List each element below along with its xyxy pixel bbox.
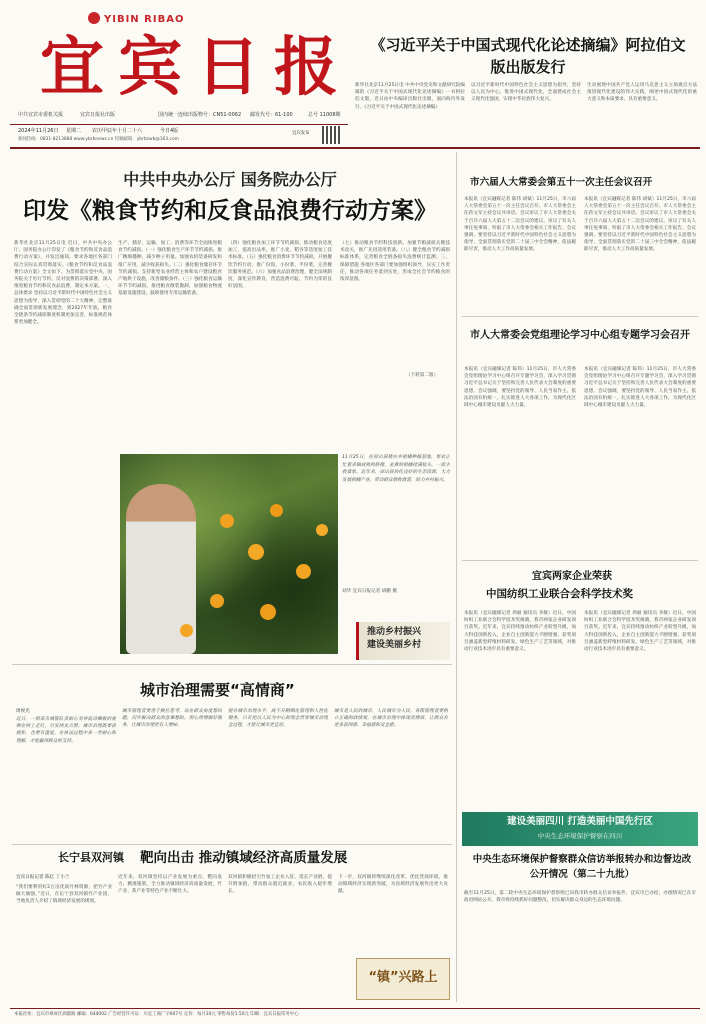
town-col1: “我们要利用好2万亩优质竹林资源，把竹产业做大做强。”近日，在长宁县双河镇竹产业园，当地负责人介绍了镇域经济发展的规划。: [16, 885, 112, 905]
caption-credit: 刘华 宜宾日报记者 胡鹏 摄: [342, 589, 397, 594]
orange-harvest-photo: [120, 454, 338, 654]
right-a3-kicker: 宜宾两家企业荣获: [532, 571, 612, 582]
right-a3-title: 中国纺织工业联合会科学技术奖: [486, 588, 633, 600]
brand-logo-icon: [88, 12, 100, 24]
orange-fruit: [296, 564, 311, 579]
town-kicker: 长宁县双河镇: [58, 851, 124, 864]
rural-revitalization-banner: [356, 622, 450, 660]
city-col4: 城市是人民的城市，人民城市为人民。各级管理者要树立正确的政绩观，在城市治理中体现高情商，让群众有更多获得感、幸福感和安全感。: [334, 709, 448, 729]
cn-number: 国内统一连续出版物号：CN51-0062: [158, 112, 242, 118]
lunar-date: 农历甲辰年十月二十六: [92, 128, 143, 134]
town-banner: [356, 958, 450, 1000]
ecology-banner-line1: 建设美丽四川 打造美丽中国先行区: [507, 816, 653, 827]
footer-text: 本报社址：宜宾市翠屏区酒都路 邮编：644002 广告经营许可证：川宜工商广字007号 定价：每月30元 零售每份1.50元 印刷：宜宾日报印务中心: [14, 1012, 299, 1017]
weekday: 星期二: [66, 128, 82, 134]
orange-fruit: [248, 544, 264, 560]
town-banner-text: “镇”兴路上: [368, 970, 438, 985]
town-col2: 近年来，双河镇坚持以产业发展为重点，靶向发力、精准施策，全力推动镇域经济高质量发展，竹产业、茶产业等特色产业不断壮大。: [118, 875, 222, 895]
orange-fruit: [260, 604, 276, 620]
website: 新闻热线：0831-8213888 www.ybrbnews.cn 投稿邮箱：ybrbzwb@163.com: [18, 137, 179, 142]
date: 2024年11月26日: [18, 128, 59, 134]
right-a2-title: 市人大常委会党组理论学习中心组专题学习会召开: [470, 330, 690, 341]
main-col2: 生产、储存、运输、加工、消费等环节全面推进粮食节约减损。（一）强化粮食生产环节节约减损。推广精细播种，减少种子用量。加强农机装备研发和推广应用，减少收获损失。（二）强化粮食储存环节节约减损。支持新型农业经营主体和农户建设粮食产地烘干设施，改善储粮条件。（三）强化粮食运输环节节约减损。推进粮食散装散卸，加强粮食物流基础设施建设，鼓励使用专用运输装备。: [118, 241, 222, 297]
lead-body-col3: 生动展现中国共产党人运用马克思主义立场观点方法推进现代化建设的伟大实践，阐述中国式现代化的重大意义和本质要求，具有重要意义。: [587, 83, 697, 103]
issue-number: 总号 11008期: [308, 112, 341, 118]
town-col3: 双河镇积极招引竹加工企业入驻，延长产业链，提升附加值，带动群众就近就业，农民收入稳步增长。: [228, 875, 332, 895]
city-title: 城市治理需要“高情商”: [140, 681, 295, 699]
masthead-info-1: 中共宜宾市委机关报: [18, 112, 64, 118]
orange-fruit: [180, 624, 193, 637]
photo-caption: [342, 454, 450, 614]
column-divider: [456, 152, 457, 1002]
lead-body-col2: 以习近平新时代中国特色社会主义思想为指导，坚持以人民为中心，推进中国式现代化，全面建成社会主义现代化强国，实现中华民族伟大复兴。: [471, 83, 581, 103]
right-a3-body-right: 本报讯（宜宾融媒记者 周丽 通讯员 李敏）近日，中国纺织工业联合会科学技术奖揭晓，我市两家企业研发项目获奖。近年来，宜宾持续推动纺织产业转型升级，加大科技创新投入，企业自主创新能力不断增强。获奖项目涵盖新型纤维材料研发、绿色生产工艺等领域，对推动行业技术进步具有重要意义。: [584, 611, 696, 653]
orange-fruit: [270, 504, 283, 517]
footer-rule: [10, 1008, 700, 1009]
section-divider: [462, 560, 698, 561]
orange-fruit: [316, 524, 328, 536]
caption-body: 11月25日，在屏山县楼东乡柑橘种植基地，果农正忙着采摘成熟的脐橙，金黄的柑橘挂满枝头，一派丰收景象。近年来，屏山县依托良好的生态资源，大力发展柑橘产业，带动群众增收致富，助力乡村振兴。: [342, 455, 450, 483]
rural-banner-line1: 推动乡村振兴: [367, 627, 422, 637]
main-title: 印发《粮食节约和反食品浪费行动方案》: [23, 198, 437, 224]
right-a4-title: 中央生态环境保护督察群众信访举报转办和边督边改公开情况（第二十九批）: [472, 854, 692, 880]
ecology-banner-line2: 中央生态环境保护督察在四川: [537, 832, 623, 840]
main-col3: （四）强化粮食加工环节节约减损。推动粮食适度加工，提高出品率，推广小麦、稻谷等适度加工技术标准。（五）强化粮食消费环节节约减损。开展餐饮节约行动，推广份饭、小份菜、半份菜，完善餐饮服务规范。（六）加强食品浪费治理，健全法规制度，深化宣传教育，营造浪费可耻、节约为荣的良好氛围。: [228, 241, 332, 290]
town-col4: 下一步，双河镇将继续深化改革，优化营商环境，推动镇域经济实现新突破，为县域经济发展作出更大贡献。: [338, 875, 448, 895]
right-a3-body-left: 本报讯（宜宾融媒记者 周丽 通讯员 李敏）近日，中国纺织工业联合会科学技术奖揭晓，我市两家企业研发项目获奖。近年来，宜宾持续推动纺织产业转型升级，加大科技创新投入，企业自主创新能力不断增强。获奖项目涵盖新型纤维材料研发、绿色生产工艺等领域，对推动行业技术进步具有重要意义。: [464, 611, 576, 653]
right-a1-body-left: 本报讯（宜宾融媒记者 陈伟 胡斌）11月25日，市六届人大常委会第五十一次主任会议召开。市人大常委会主任蒋文军主持会议并讲话。会议审议了市人大常委会关于召开六届人大第五十二次会议的建议，审议了有关人事任免事项，听取了市人大常委会相关工作报告。会议强调，要坚持以习近平新时代中国特色社会主义思想为指导，全面贯彻落实党的二十届三中全会精神，依法履职尽责，推动人大工作高质量发展。: [464, 197, 576, 253]
main-col4: （七）推动粮食节约科技创新。加强节粮减损关键技术攻关，推广先进适用装备。（八）健全粮食节约减损标准体系，完善粮食全链条损失浪费统计监测。三、保障措施 各地区各部门要加强组织领导，压实工作责任，推动各项任务落到实处，形成全社会节约粮食的浓厚氛围。: [340, 241, 450, 283]
right-a2-body-left: 本报讯（宜宾融媒记者 陈伟）11月25日，市人大常委会党组理论学习中心组召开专题学习会，深入学习贯彻习近平总书记关于坚持和完善人民代表大会制度的重要思想。会议强调，要坚持党的领导、人民当家作主、依法治国有机统一，扎实推进人大各项工作，为现代化区域中心城市建设贡献人大力量。: [464, 367, 576, 409]
right-a4-body: 截至11月25日，第二轮中央生态环境保护督察组已向我市转办群众信访举报件，宜宾市已办结，办理情况已在市政府网站公开。我市将持续抓好问题整改，切实解决群众身边的生态环境问题。: [464, 891, 696, 904]
city-col2: 城市管理者要善于换位思考，站在群众角度想问题，切实解决群众的急难愁盼。用心用情做好服务，让城市治理更有人情味。: [122, 709, 222, 729]
postal-code: 邮发代号：61-100: [250, 112, 293, 118]
right-a1-title: 市六届人大常委会第五十一次主任会议召开: [470, 177, 653, 188]
section-divider: [462, 316, 698, 317]
lead-article: [355, 34, 697, 144]
masthead-rule: [10, 124, 348, 125]
lead-body-col1: 新华社北京11月25日电 中共中央党史和文献研究院编辑的《习近平关于中国式现代化论述摘编》一书阿拉伯文版，近日由中央编译出版社出版，面向海内外发行。《习近平关于中国式现代化论述摘编》: [355, 83, 465, 110]
city-col3: 提升城市治理水平，离不开精细化管理和人性化服务。只有把以人民为中心的理念贯穿城市治理全过程，才能让城市更宜居。: [228, 709, 328, 729]
right-a1-body-right: 本报讯（宜宾融媒记者 陈伟 胡斌）11月25日，市六届人大常委会第五十一次主任会议召开。市人大常委会主任蒋文军主持会议并讲话。会议审议了市人大常委会关于召开六届人大第五十二次会议的建议，审议了有关人事任免事项，听取了市人大常委会相关工作报告。会议强调，要坚持以习近平新时代中国特色社会主义思想为指导，全面贯彻落实党的二十届三中全会精神，依法履职尽责，推动人大工作高质量发展。: [584, 197, 696, 253]
rural-banner-line2: 建设美丽乡村: [367, 640, 422, 650]
lead-title: 《习近平关于中国式现代化论述摘编》阿拉伯文版出版发行: [370, 36, 686, 76]
masthead: [18, 10, 352, 122]
right-a2-body-right: 本报讯（宜宾融媒记者 陈伟）11月25日，市人大常委会党组理论学习中心组召开专题学习会，深入学习贯彻习近平总书记关于坚持和完善人民代表大会制度的重要思想。会议强调，要坚持党的领导、人民当家作主、依法治国有机统一，扎实推进人大各项工作，为现代化区域中心城市建设贡献人大力量。: [584, 367, 696, 409]
newspaper-title: 宜宾日报: [40, 30, 352, 105]
ecology-banner: [462, 812, 698, 846]
main-kicker: 中共中央办公厅 国务院办公厅: [123, 170, 337, 189]
town-title: 靶向出击 推动镇域经济高质量发展: [140, 850, 348, 866]
orange-fruit: [220, 514, 234, 528]
qr-label: 宜宾发布: [292, 131, 310, 136]
section-divider: [12, 664, 452, 665]
qr-code-icon: [322, 126, 340, 144]
section-divider: [12, 844, 452, 845]
city-col1: 近日，一则某市城管队员耐心劝导流动摊贩的视频在网上走红，引发网友点赞。城市治理既要讲规矩，也要有温度。在执法过程中多一些耐心和理解，才能赢得群众的支持。: [16, 717, 116, 744]
page-count: 今日4版: [160, 128, 179, 134]
town-byline: 宜宾日报记者 陈亿 丁小兰: [16, 875, 70, 880]
masthead-info-2: 宜宾日报社出版: [80, 112, 116, 118]
city-author: 周侯光: [16, 709, 30, 714]
orange-fruit: [210, 594, 224, 608]
masthead-bottom-rule: [10, 147, 700, 149]
continued-note: （下转第二版）: [406, 373, 439, 378]
date-bar: [10, 126, 348, 146]
brand-pinyin: YIBIN RIBAO: [104, 14, 185, 25]
main-col1: 新华社北京11月25日电 近日，中共中央办公厅、国务院办公厅印发了《粮食节约和反食品浪费行动方案》，并发出通知，要求各地区各部门结合实际认真贯彻落实。《粮食节约和反食品浪费行动方案》全文如下。为贯彻落实党中央、国务院关于厉行节约、反对浪费的决策部署，深入推进粮食节约和反食品浪费，制定本方案。一、总体要求 坚持以习近平新时代中国特色社会主义思想为指导，深入贯彻党的二十大精神，完整准确全面贯彻新发展理念，到2027年年底，粮食全链条节约减损制度机制更加完善，标准规范体系更加健全。: [14, 241, 112, 326]
